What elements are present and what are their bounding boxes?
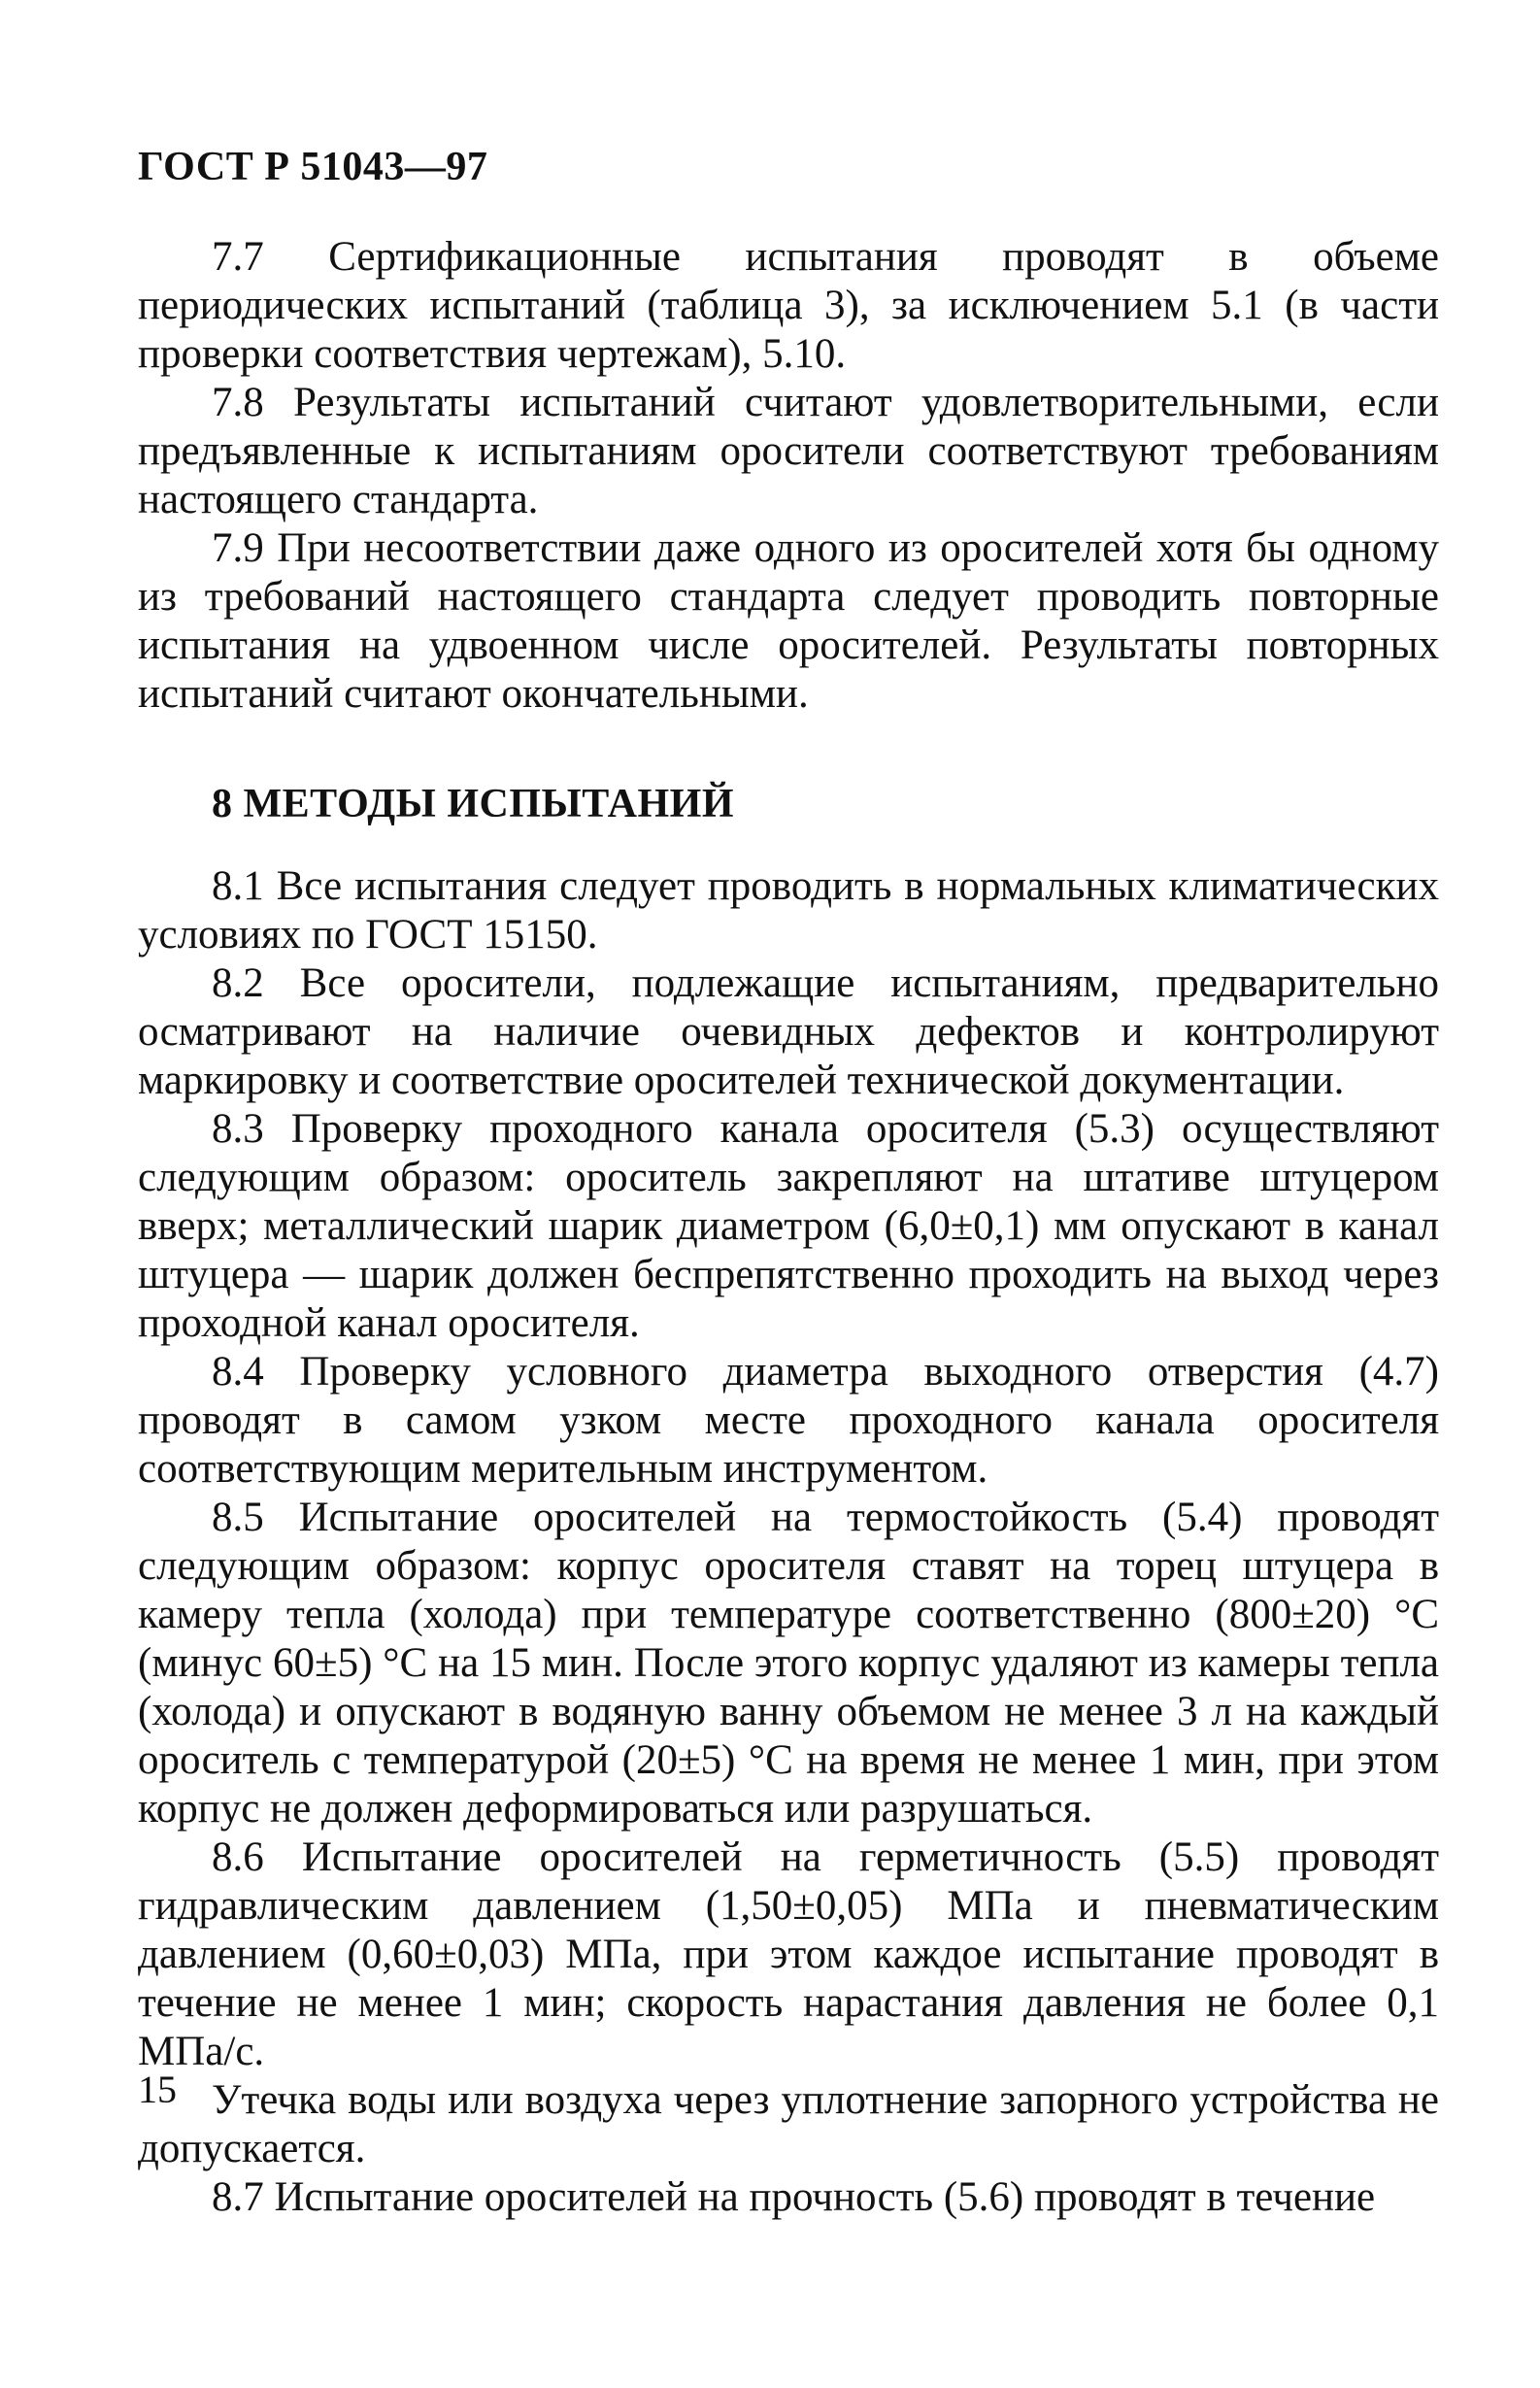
standard-header: ГОСТ Р 51043—97 — [138, 145, 488, 189]
clause-8-6: 8.6 Испытание оросителей на герметичность (5.5) проводят гидравлическим давлением (1,50±0,05) МПа и пневматическим давлением (0,60±0,03) МПа, при этом каждое испытание проводят в течение не менее 1 мин; скорость нарастания давления не более 0,1 МПа/с. — [138, 1834, 1439, 2074]
page-body — [138, 233, 1439, 2222]
section-title: 8 МЕТОДЫ ИСПЫТАНИЙ — [212, 782, 734, 826]
clause-8-5: 8.5 Испытание оросителей на термостойкость (5.4) проводят следующим образом: корпус оросителя ставят на торец штуцера в камеру тепла (холода) при температуре соответственно (800±20) °С (минус 60±5) °С на 15 мин. После этого корпус удаляют из камеры тепла (холода) и опускают в водяную ванну объемом не менее 3 л на каждый ороситель с температурой (20±5) °С на время не менее 1 мин, при этом корпус не должен деформироваться или разрушаться. — [138, 1495, 1439, 1832]
clause-7-7: 7.7 Сертификационные испытания проводят в объеме периодических испытаний (таблица 3), за исключением 5.1 (в части проверки соответствия чертежам), 5.10. — [138, 234, 1439, 377]
clause-8-7: 8.7 Испытание оросителей на прочность (5.6) проводят в течение — [212, 2174, 1376, 2220]
clause-8-6-note: Утечка воды или воздуха через уплотнение запорного устройства не допускается. — [138, 2077, 1439, 2171]
clause-7-9: 7.9 При несоответствии даже одного из оросителей хотя бы одному из требований настоящего стандарта следует проводить повторные испытания на удвоенном числе оросителей. Результаты повторных испытаний считают окончательными. — [138, 525, 1439, 717]
clause-8-3: 8.3 Проверку проходного канала оросителя (5.3) осуществляют следующим образом: ороситель закрепляют на штативе штуцером вверх; металлический шарик диаметром (6,0±0,1) мм опускают в канал штуцера — шарик должен беспрепятственно проходить на выход через проходной канал оросителя. — [138, 1106, 1439, 1346]
clause-8-2: 8.2 Все оросители, подлежащие испытаниям, предварительно осматривают на наличие очевидных дефектов и контролируют маркировку и соответствие оросителей технической документации. — [138, 960, 1439, 1103]
clause-7-8: 7.8 Результаты испытаний считают удовлетворительными, если предъявленные к испытаниям оросители соответствуют требованиям настоящего стандарта. — [138, 380, 1439, 522]
clause-8-4: 8.4 Проверку условного диаметра выходного отверстия (4.7) проводят в самом узком месте проходного канала оросителя соответствующим мерительным инструментом. — [138, 1349, 1439, 1492]
clause-8-1: 8.1 Все испытания следует проводить в нормальных климатических условиях по ГОСТ 15150. — [138, 863, 1439, 958]
page-number: 15 — [138, 2068, 177, 2111]
